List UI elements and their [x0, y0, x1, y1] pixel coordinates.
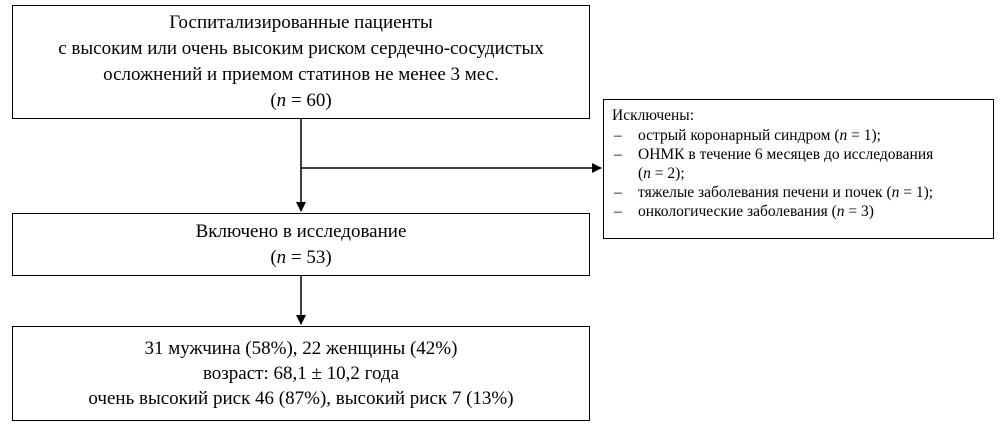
n-value: = 1); — [899, 184, 934, 201]
n-label: n — [891, 184, 900, 201]
included-box — [12, 213, 590, 276]
excluded-item-oncology — [612, 202, 985, 221]
excluded-item-text: ОНМК в течение 6 месяцев до исследования — [638, 146, 934, 163]
n-label: n — [276, 246, 287, 268]
bullet-dash: – — [614, 203, 622, 220]
excluded-item-liver-kidney — [612, 183, 985, 202]
hospitalized-patients-box — [12, 5, 590, 119]
bullet-dash: – — [614, 146, 622, 163]
n-value: = 3) — [844, 203, 874, 220]
bullet-dash: – — [614, 184, 622, 201]
risk-distribution: очень высокий риск 46 (87%), высокий риск 7 (13%) — [88, 388, 514, 409]
excluded-item-stroke — [612, 145, 985, 183]
excluded-box — [603, 99, 994, 239]
excluded-item-text: острый коронарный синдром ( — [638, 127, 840, 144]
hospitalized-line-2: с высоким или очень высоким риском сердечно-сосудистых — [58, 38, 544, 59]
n-label: n — [276, 90, 287, 111]
excluded-item-text: тяжелые заболевания печени и почек ( — [638, 184, 892, 201]
excluded-list — [612, 126, 985, 221]
hospitalized-line-3: осложнений и приемом статинов не менее 3 мес. — [103, 64, 499, 85]
n-label: n — [643, 165, 651, 182]
excluded-title: Исключены: — [612, 107, 695, 124]
n-value: = 2); — [650, 165, 685, 182]
hospitalized-line-1: Госпитализированные пациенты — [169, 12, 433, 33]
characteristics-box — [12, 326, 590, 421]
sex-distribution: 31 мужчина (58%), 22 женщины (42%) — [144, 338, 458, 359]
n-value: = 60) — [286, 90, 332, 111]
excluded-item-continuation — [638, 164, 985, 183]
excluded-item-text: онкологические заболевания ( — [638, 203, 837, 220]
n-label: n — [839, 127, 848, 144]
excluded-item-acs — [612, 126, 985, 145]
included-label: Включено в исследование — [195, 220, 407, 242]
included-n: (n = 53) — [270, 246, 332, 268]
paren: ( — [638, 165, 644, 182]
hospitalized-n: (n = 60) — [270, 90, 332, 111]
bullet-dash: – — [614, 127, 622, 144]
n-value: = 1); — [847, 127, 881, 144]
n-label: n — [836, 203, 845, 220]
n-value: = 53) — [286, 246, 332, 268]
age: возраст: 68,1 ± 10,2 года — [202, 363, 400, 384]
